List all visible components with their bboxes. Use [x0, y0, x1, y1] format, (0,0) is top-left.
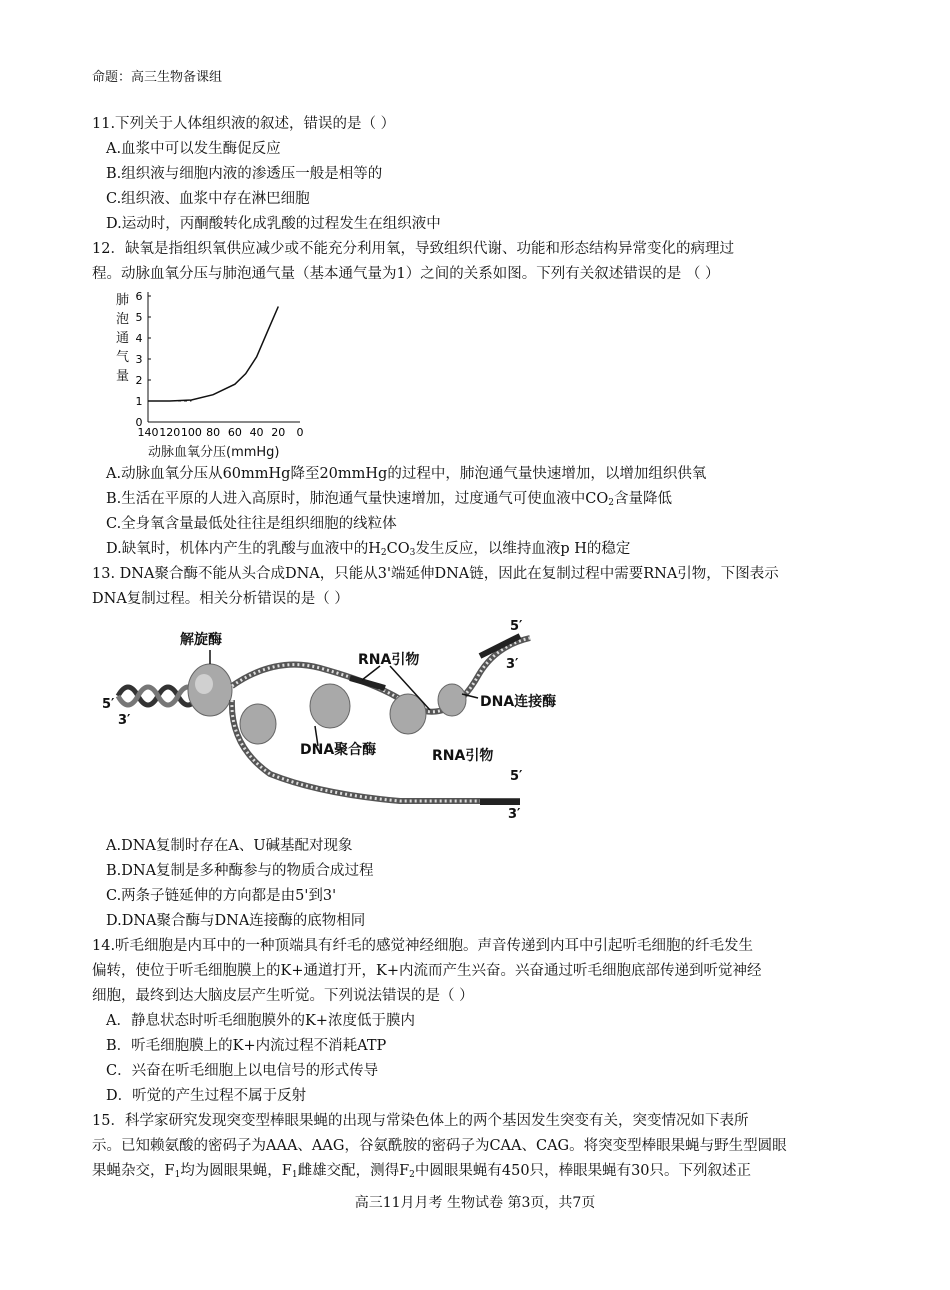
page-footer: 高三11月月考 生物试卷 第3页，共7页: [354, 1195, 596, 1211]
q15-stem-line2: 示。已知赖氨酸的密码子为AAA、AAG，谷氨酰胺的密码子为CAA、CAG。将突变型棒眼果蝇与野生型圆眼: [92, 1138, 787, 1154]
chart-x-tick-label: 140: [137, 426, 159, 439]
label-rna-primer-2: RNA引物: [432, 748, 494, 764]
label-helicase: 解旋酶: [180, 632, 222, 648]
chart-x-tick-label: 20: [271, 426, 286, 439]
label-3prime: 3′: [506, 657, 519, 672]
chart-ylabel-char: 气: [116, 350, 130, 365]
q12-option-c: C.全身氧含量最低处往往是组织细胞的线粒体: [106, 516, 397, 532]
label-3prime: 3′: [508, 807, 521, 822]
chart-y-tick-label: 3: [135, 353, 143, 366]
q15-stem-line3: 果蝇杂交，$F_1$均为圆眼果蝇，$F_1$雌雄交配，测得$F_2$中圆眼果蝇有450只，棒眼果蝇有30只。下列叙述正: [92, 1163, 752, 1180]
chart-xlabel: 动脉血氧分压(mmHg): [148, 445, 280, 460]
chart-ylabel-char: 泡: [116, 312, 130, 327]
chart-x-tick-label: 100: [180, 426, 202, 439]
chart-y-tick-label: 0: [135, 416, 143, 429]
label-3prime: 3′: [118, 713, 131, 728]
q13-option-c: C.两条子链延伸的方向都是由5'到3': [106, 888, 337, 904]
q12-stem-line1: 12．缺氧是指组织氧供应减少或不能充分利用氧，导致组织代谢、功能和形态结构异常变化的病理过: [92, 241, 734, 257]
q14-option-d: D．听觉的产生过程不属于反射: [106, 1088, 307, 1104]
q11-option-b: B.组织液与细胞内液的渗透压一般是相等的: [106, 166, 383, 182]
chart-ylabel-char: 肺: [116, 293, 130, 308]
label-5prime: 5′: [510, 769, 523, 784]
label-dna-polymerase: DNA聚合酶: [300, 742, 377, 758]
dna-replication-figure: [100, 616, 570, 826]
q11-option-c: C.组织液、血浆中存在淋巴细胞: [106, 191, 310, 207]
q11-stem: 11.下列关于人体组织液的叙述，错误的是（ ）: [92, 116, 396, 132]
chart-x-tick-label: 60: [227, 426, 242, 439]
q12-option-b: B.生活在平原的人进入高原时，肺泡通气量快速增加，过度通气可使血液中$CO_2$含量降低: [106, 491, 672, 508]
q13-stem-line1: 13. DNA聚合酶不能从头合成DNA，只能从3'端延伸DNA链，因此在复制过程中需要RNA引物，下图表示: [92, 566, 779, 582]
q15-stem-line1: 15．科学家研究发现突变型棒眼果蝇的出现与常染色体上的两个基因发生突变有关，突变情况如下表所: [92, 1113, 749, 1129]
q13-option-a: A.DNA复制时存在A、U碱基配对现象: [106, 838, 353, 854]
ventilation-chart: [108, 286, 318, 464]
q12-option-a: A.动脉血氧分压从60mmHg降至20mmHg的过程中，肺泡通气量快速增加，以增加组织供氧: [106, 466, 707, 482]
chart-x-tick-label: 0: [296, 426, 304, 439]
chart-series-line: [148, 307, 278, 402]
polymerase-shape: [310, 684, 350, 728]
q12-stem-line2: 程。动脉血氧分压与肺泡通气量（基本通气量为1）之间的关系如图。下列有关叙述错误的是 （ ）: [92, 266, 720, 282]
q14-option-b: B．听毛细胞膜上的K+内流过程不消耗ATP: [106, 1038, 387, 1054]
chart-y-tick-label: 4: [135, 332, 143, 345]
chart-ylabel-char: 量: [116, 369, 130, 384]
label-rna-primer-1: RNA引物: [358, 652, 420, 668]
q14-option-a: A．静息状态时听毛细胞膜外的K+浓度低于膜内: [106, 1013, 415, 1029]
chart-y-tick-label: 5: [135, 311, 143, 324]
parental-dna-helix: [118, 687, 198, 705]
q13-option-d: D.DNA聚合酶与DNA连接酶的底物相同: [106, 913, 366, 929]
q14-stem-line1: 14.听毛细胞是内耳中的一种顶端具有纤毛的感觉神经细胞。声音传递到内耳中引起听毛细胞的纤毛发生: [92, 938, 754, 954]
chart-x-tick-label: 80: [206, 426, 221, 439]
chart-ylabel-char: 通: [116, 331, 130, 346]
chart-y-tick-label: 1: [135, 395, 143, 408]
q14-stem-line3: 细胞，最终到达大脑皮层产生听觉。下列说法错误的是（ ）: [92, 988, 474, 1004]
chart-y-tick-label: 2: [135, 374, 143, 387]
q13-stem-line2: DNA复制过程。相关分析错误的是（ ）: [92, 591, 349, 607]
label-5prime: 5′: [510, 619, 523, 634]
q11-option-a: A.血浆中可以发生酶促反应: [106, 141, 281, 157]
ligase-shape: [438, 684, 466, 716]
label-dna-ligase: DNA连接酶: [480, 694, 557, 710]
q14-stem-line2: 偏转，使位于听毛细胞膜上的K+通道打开，K+内流而产生兴奋。兴奋通过听毛细胞底部传递到听觉神经: [92, 963, 762, 979]
label-5prime: 5′: [102, 697, 115, 712]
q11-option-d: D.运动时，丙酮酸转化成乳酸的过程发生在组织液中: [106, 216, 441, 232]
q13-option-b: B.DNA复制是多种酶参与的物质合成过程: [106, 863, 374, 879]
q12-option-d: D.缺氧时，机体内产生的乳酸与血液中的$H_2CO_3$发生反应，以维持血液p H的稳定: [106, 541, 631, 558]
chart-y-tick-label: 6: [135, 290, 143, 303]
chart-x-tick-label: 40: [249, 426, 264, 439]
chart-x-tick-label: 120: [159, 426, 181, 439]
polymerase-shape: [240, 704, 276, 744]
q14-option-c: C．兴奋在听毛细胞上以电信号的形式传导: [106, 1063, 379, 1079]
exam-author: 命题：高三生物备课组: [92, 70, 223, 85]
